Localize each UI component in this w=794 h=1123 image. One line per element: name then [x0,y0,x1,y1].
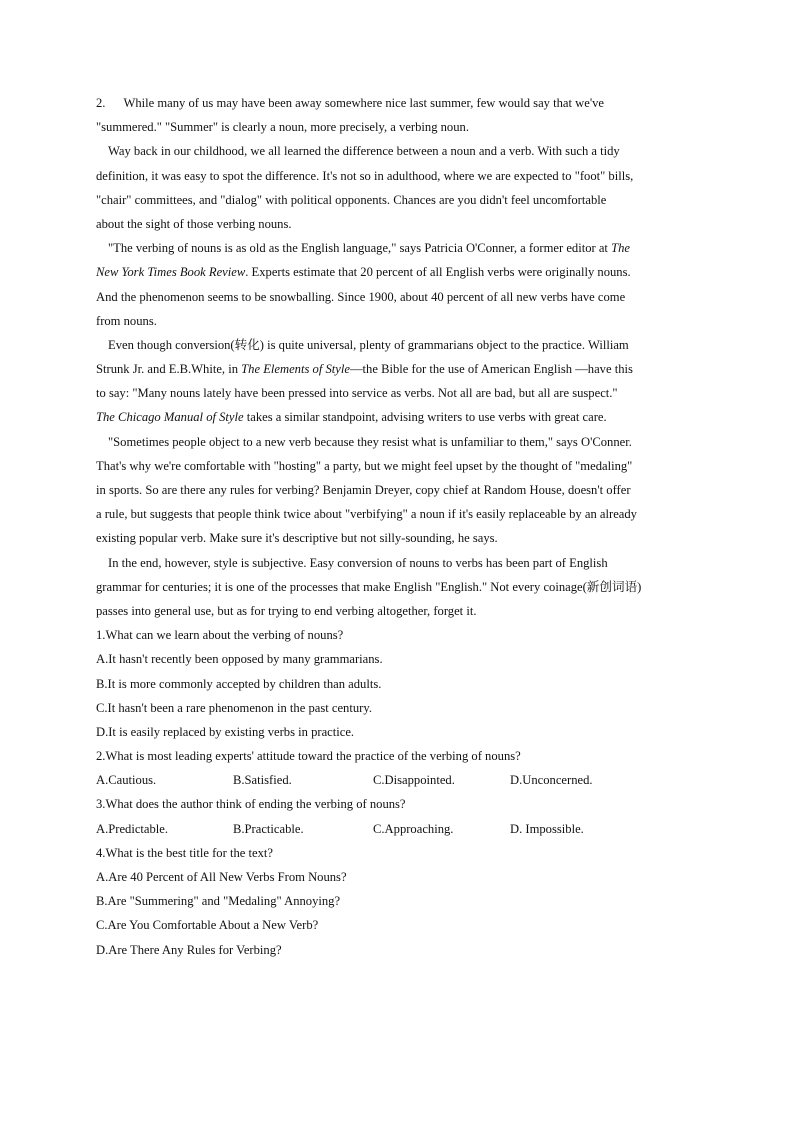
question-3-stem: 3.What does the author think of ending the verbing of nouns? [96,797,406,812]
paragraph-6-line-1: In the end, however, style is subjective. Easy conversion of nouns to verbs has been part of English [108,555,608,570]
question-2-stem: 2.What is most leading experts' attitude toward the practice of the verbing of nouns? [96,749,521,764]
passage-text: —the Bible for the use of American English —have this [349,362,633,377]
paragraph-3-line-3: And the phenomenon seems to be snowballing. Since 1900, about 40 percent of all new verbs have come [96,289,626,304]
question-1-option-a: A.It hasn't recently been opposed by many grammarians. [96,652,383,667]
paragraph-5-line-5: existing popular verb. Make sure it's descriptive but not silly-sounding, he says. [96,531,498,546]
question-4-option-a: A.Are 40 Percent of All New Verbs From Nouns? [96,870,347,884]
paragraph-4-line-2 [96,357,708,381]
paragraph-5-line-3: in sports. So are there any rules for verbing? Benjamin Dreyer, copy chief at Random House, doesn't offer [96,483,631,497]
paragraph-4-line-1: Even though conversion(转化) is quite universal, plenty of grammarians object to the practice. William [108,337,629,352]
paragraph-1-line-2: "summered." "Summer" is clearly a noun, more precisely, a verbing noun. [96,120,469,135]
passage-text: . Experts estimate that 20 percent of all English verbs were originally nouns. [245,265,631,280]
question-3-option-a: A.Predictable. [96,821,169,836]
question-2-option-d: D.Unconcerned. [510,773,593,788]
question-1-option-d: D.It is easily replaced by existing verbs in practice. [96,724,355,739]
passage-text: While many of us may have been away somewhere nice last summer, few would say that we've [123,96,604,110]
paragraph-6-line-2: grammar for centuries; it is one of the processes that make English "English." Not every coinage(新创词语) [96,579,642,594]
question-4-option-b: B.Are "Summering" and "Medaling" Annoying? [96,894,341,909]
paragraph-1-line-1 [96,91,708,115]
paragraph-6-line-3: passes into general use, but as for trying to end verbing altogether, forget it. [96,603,477,618]
paragraph-2-line-3: "chair" committees, and "dialog" with political opponents. Chances are you didn't feel uncomfortable [96,192,607,207]
paragraph-2-line-2: definition, it was easy to spot the difference. It's not so in adulthood, where we are expected to "foot" bills, [96,168,634,183]
paragraph-3-line-4: from nouns. [96,313,157,328]
question-1-stem: 1.What can we learn about the verbing of nouns? [96,628,344,643]
question-1-option-b: B.It is more commonly accepted by children than adults. [96,676,382,691]
paragraph-2-line-4: about the sight of those verbing nouns. [96,216,292,231]
paragraph-4-line-3: to say: "Many nouns lately have been pressed into service as verbs. Not all are bad, but all are suspect." [96,386,618,401]
question-4-option-c: C.Are You Comfortable About a New Verb? [96,918,319,933]
question-2-option-a: A.Cautious. [96,773,157,788]
passage-text: "The verbing of nouns is as old as the English language," says Patricia O'Conner, a former editor at [108,241,612,256]
question-2-option-c: C.Disappointed. [373,773,455,788]
question-2-option-b: B.Satisfied. [233,773,292,788]
italic-title: The Elements of Style [241,362,350,377]
italic-title: The Chicago Manual of Style [96,410,244,425]
reading-passage [96,91,708,962]
paragraph-4-line-4 [96,405,708,429]
italic-title: The [611,241,630,256]
question-1-option-c: C.It hasn't been a rare phenomenon in the past century. [96,700,372,715]
paragraph-3-line-1 [96,236,708,260]
paragraph-5-line-4: a rule, but suggests that people think twice about "verbifying" a noun if it's easily replaceable by an already [96,507,637,522]
question-4-stem: 4.What is the best title for the text? [96,845,273,860]
question-3-options [96,817,708,841]
question-3-option-b: B.Practicable. [233,821,304,836]
paragraph-3-line-2 [96,260,708,284]
paragraph-5-line-2: That's why we're comfortable with "hosting" a party, but we might feel upset by the thought of "medaling" [96,458,633,473]
question-3-option-c: C.Approaching. [373,821,454,836]
question-2-options [96,768,708,792]
paragraph-2-line-1: Way back in our childhood, we all learned the difference between a noun and a verb. With such a tidy [108,144,620,159]
paragraph-5-line-1: "Sometimes people object to a new verb because they resist what is unfamiliar to them," says O'Conner. [108,434,632,449]
passage-text: Strunk Jr. and E.B.White, in [96,362,242,377]
passage-text: takes a similar standpoint, advising writers to use verbs with great care. [243,410,607,425]
question-3-option-d: D. Impossible. [510,821,584,836]
italic-title: New York Times Book Review [96,265,246,280]
question-4-option-d: D.Are There Any Rules for Verbing? [96,942,282,957]
passage-number: 2. [96,96,106,110]
